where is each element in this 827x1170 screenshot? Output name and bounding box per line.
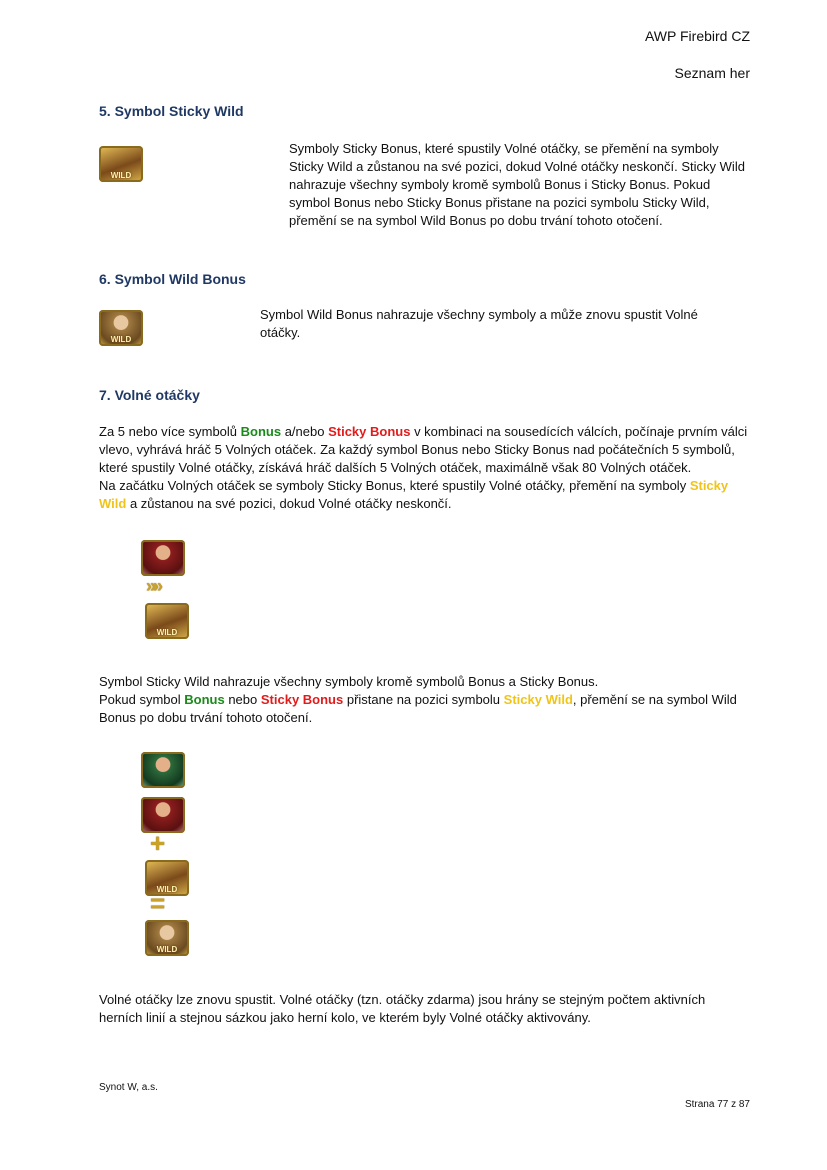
text: Pokud symbol <box>99 692 185 707</box>
page-number: Strana 77 z 87 <box>684 1099 750 1110</box>
section-text: Symboly Sticky Bonus, které spustily Volné otáčky, se přemění na symboly Sticky Wild a zůstanou na své pozici, dokud Volné otáčky neskončí. Sticky Wild nahrazuje všechny symboly kromě symbolů Bonus i Sticky Bonus. Pokud symbol Bonus nebo Sticky Bonus přistane na pozici symbolu Sticky Wild, přemění se na symbol Wild Bonus po dobu trvání tohoto otočení. <box>289 141 745 228</box>
text: a zůstanou na své pozici, dokud Volné otáčky neskončí. <box>126 496 452 511</box>
section-heading: 6. Symbol Wild Bonus <box>99 271 246 287</box>
sticky-bonus-highlight: Sticky Bonus <box>328 424 411 439</box>
sticky-bonus-symbol-image <box>141 540 185 576</box>
header-subtitle: Seznam her <box>674 65 750 81</box>
paragraph: Volné otáčky lze znovu spustit. Volné otáčky (tzn. otáčky zdarma) jsou hrány se stejným počtem aktivních herních linií a stejnou sázkou jako herní kolo, ve kterém byly Volné otáčky aktivovány. <box>99 992 706 1025</box>
text: Na začátku Volných otáček se symboly Sticky Bonus, které spustily Volné otáčky, přemění na symboly <box>99 478 690 493</box>
paragraph <box>99 423 754 513</box>
sticky-wild-symbol-image <box>145 603 189 639</box>
text: Symbol Sticky Wild nahrazuje všechny symboly kromě symbolů Bonus a Sticky Bonus. <box>99 674 599 689</box>
text: nebo <box>224 692 261 707</box>
bonus-highlight: Bonus <box>184 692 225 707</box>
sticky-bonus-highlight: Sticky Bonus <box>260 692 344 707</box>
footer-company: Synot W, a.s. <box>99 1082 158 1093</box>
wild-bonus-symbol-image <box>145 920 189 956</box>
text: Za 5 nebo více symbolů <box>99 424 241 439</box>
bonus-symbol-image <box>141 752 185 788</box>
bonus-highlight: Bonus <box>240 424 282 439</box>
section-text: Symbol Wild Bonus nahrazuje všechny symboly a může znovu spustit Volné otáčky. <box>260 307 698 340</box>
equals-icon: = <box>150 888 166 918</box>
sticky-wild-symbol-image <box>99 146 143 182</box>
arrows-icon: »» <box>146 576 161 596</box>
section-heading: 5. Symbol Sticky Wild <box>99 103 244 119</box>
text: přistane na pozici symbolu <box>343 692 504 707</box>
header-title: AWP Firebird CZ <box>644 28 750 44</box>
text: , přemění se na symbol Wild Bonus po dobu trvání tohoto otočení. <box>99 692 737 725</box>
plus-icon: + <box>150 828 166 858</box>
section-heading: 7. Volné otáčky <box>99 387 200 403</box>
text: v kombinaci na sousedících válcích, počínaje prvním válci vlevo, vyhrává hráč 5 Volných otáček. Za každý symbol Bonus nebo Sticky Bonus nad počátečních 5 symbolů, které spustily Volné otáčky, získává hráč dalších 5 Volných otáček, maximálně však 80 Volných otáček. <box>99 424 748 475</box>
sticky-wild-highlight: Sticky Wild <box>503 692 573 707</box>
sticky-wild-highlight: Sticky Wild <box>99 478 729 511</box>
wild-bonus-symbol-image <box>99 310 143 346</box>
text: a/nebo <box>281 424 329 439</box>
paragraph <box>99 673 754 727</box>
